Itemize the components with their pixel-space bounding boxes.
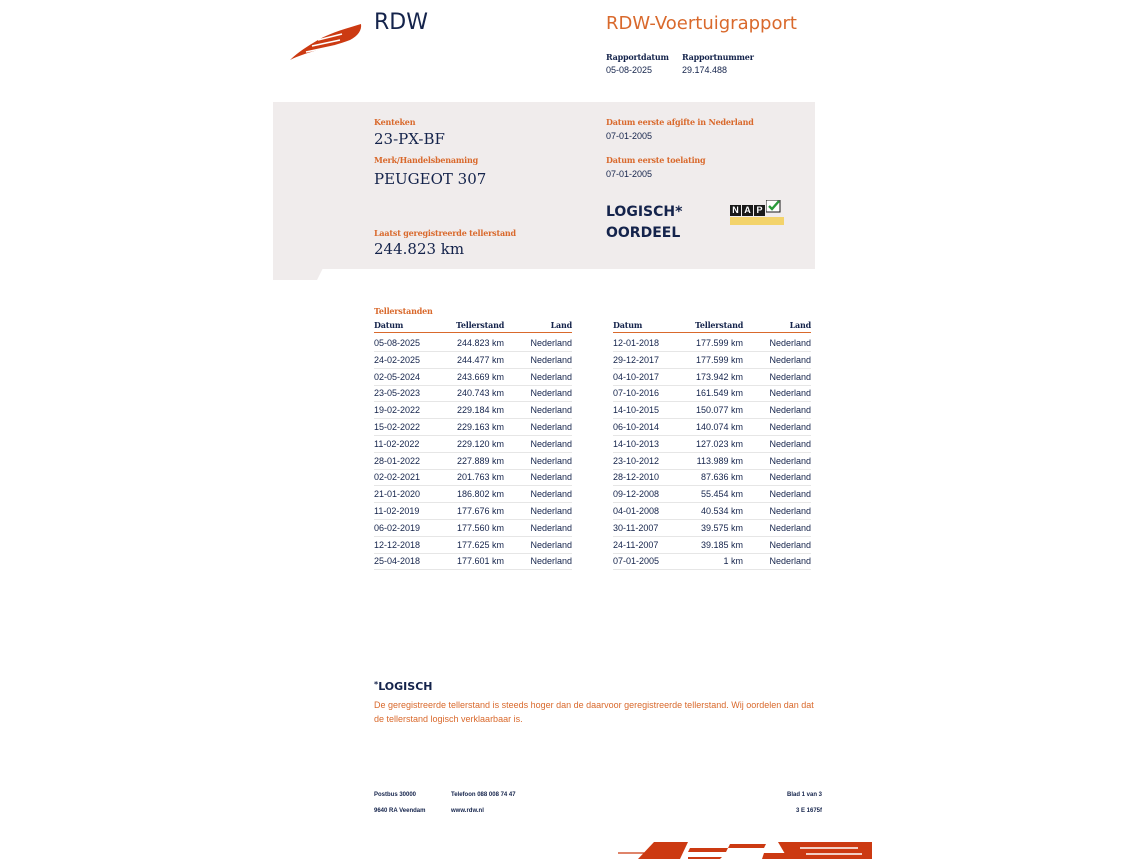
row-odometer: 39.185 km [700, 539, 743, 550]
row-country: Nederland [769, 438, 811, 449]
nap-underline-bar [730, 217, 784, 225]
row-date: 30-11-2007 [613, 522, 659, 533]
note-text: De geregistreerde tellerstand is steeds hoger dan de daarvoor geregistreerde tellerstand. Wij oordelen dan dat de tellerstand logisch verklaarbaar is. [374, 700, 814, 724]
row-odometer: 150.077 km [695, 405, 743, 416]
row-odometer: 161.549 km [695, 388, 743, 399]
table-row [613, 519, 811, 537]
row-date: 15-02-2022 [374, 422, 421, 432]
row-odometer: 177.560 km [456, 522, 504, 533]
table-row [374, 485, 572, 503]
row-odometer: 201.763 km [456, 472, 504, 483]
bottom-stripes-decoration [618, 840, 872, 859]
table-row [374, 552, 572, 570]
row-country: Nederland [769, 388, 811, 399]
table-row [374, 384, 572, 402]
first-admission-label: Datum eerste toelating [606, 155, 706, 165]
footer-city: 9640 RA Veendam [374, 808, 426, 814]
table-row [374, 502, 572, 520]
footer-code: 3 E 1675f [795, 808, 822, 814]
nap-letter-n: N [730, 205, 741, 216]
table-row [613, 418, 811, 436]
row-date: 21-01-2020 [374, 489, 421, 500]
odometer-table-left [374, 320, 572, 580]
odometer-table-right [613, 320, 811, 580]
table-row [374, 401, 572, 419]
table-row [613, 502, 811, 520]
row-date: 11-02-2022 [374, 438, 420, 449]
table-row [374, 452, 572, 470]
note-title [374, 680, 432, 693]
row-date: 06-10-2014 [613, 422, 660, 432]
row-date: 06-02-2019 [374, 522, 421, 533]
verdict-line2: OORDEEL [606, 225, 681, 241]
table-row [374, 418, 572, 436]
row-date: 07-10-2016 [613, 388, 660, 399]
row-odometer: 173.942 km [695, 371, 743, 382]
row-date: 14-10-2013 [613, 438, 660, 449]
row-date: 04-01-2008 [613, 506, 660, 516]
row-odometer: 40.534 km [700, 506, 743, 516]
row-country: Nederland [769, 371, 811, 382]
report-date-label: Rapportdatum [606, 52, 669, 62]
row-odometer: 177.599 km [695, 354, 743, 365]
row-date: 28-01-2022 [374, 455, 421, 466]
row-country: Nederland [530, 539, 572, 550]
row-country: Nederland [530, 472, 572, 483]
row-date: 02-02-2021 [374, 472, 421, 483]
row-country: Nederland [769, 472, 811, 483]
col-header-odometer: Tellerstand [456, 320, 505, 330]
footer-postbus: Postbus 30000 [374, 792, 417, 798]
row-country: Nederland [769, 422, 811, 432]
verdict-line1: LOGISCH* [606, 204, 683, 220]
table-row [613, 552, 811, 570]
row-odometer: 229.184 km [456, 405, 504, 416]
row-country: Nederland [530, 354, 572, 365]
row-odometer: 240.743 km [456, 388, 504, 399]
row-country: Nederland [530, 422, 572, 432]
row-country: Nederland [530, 371, 572, 382]
table-row [374, 519, 572, 537]
table-row [613, 401, 811, 419]
row-odometer: 87.636 km [700, 472, 743, 483]
row-country: Nederland [530, 455, 572, 466]
row-odometer: 243.669 km [456, 371, 504, 382]
row-country: Nederland [769, 489, 811, 500]
make-label: Merk/Handelsbenaming [374, 155, 479, 165]
row-date: 23-05-2023 [374, 388, 421, 399]
table-row [374, 435, 572, 453]
table-row [374, 536, 572, 554]
row-odometer: 227.889 km [456, 455, 504, 466]
row-odometer: 177.601 km [456, 556, 504, 567]
row-odometer: 229.163 km [456, 422, 504, 432]
row-odometer: 127.023 km [695, 438, 743, 449]
row-country: Nederland [769, 455, 811, 466]
row-country: Nederland [530, 506, 572, 516]
row-odometer: 1 km [723, 556, 743, 567]
first-nl-value: 07-01-2005 [606, 131, 653, 141]
row-odometer: 140.074 km [695, 422, 743, 432]
row-date: 12-12-2018 [374, 539, 421, 550]
row-country: Nederland [530, 338, 572, 348]
note-asterisk: * [374, 680, 379, 689]
note-title-text: LOGISCH [378, 680, 433, 693]
last-odometer-value: 244.823 km [374, 240, 465, 258]
table-row [374, 334, 572, 352]
row-odometer: 55.454 km [700, 489, 743, 500]
row-odometer: 244.477 km [456, 354, 504, 365]
row-date: 12-01-2018 [613, 338, 660, 348]
row-odometer: 113.989 km [696, 455, 743, 466]
col-header-date: Datum [613, 320, 643, 330]
row-date: 02-05-2024 [374, 371, 421, 382]
row-date: 14-10-2015 [613, 405, 660, 416]
row-date: 09-12-2008 [613, 489, 660, 500]
col-header-country: Land [789, 320, 811, 330]
plate-label: Kenteken [374, 117, 416, 127]
row-date: 05-08-2025 [374, 338, 421, 348]
col-header-odometer: Tellerstand [695, 320, 744, 330]
row-odometer: 177.676 km [456, 506, 504, 516]
row-country: Nederland [530, 522, 572, 533]
table-row [374, 468, 572, 486]
row-country: Nederland [530, 405, 572, 416]
col-header-date: Datum [374, 320, 404, 330]
row-date: 24-02-2025 [374, 354, 421, 365]
row-country: Nederland [769, 405, 811, 416]
row-date: 29-12-2017 [613, 354, 660, 365]
row-date: 07-01-2005 [613, 556, 660, 567]
table-row [613, 351, 811, 369]
row-date: 25-04-2018 [374, 556, 421, 567]
table-row [613, 334, 811, 352]
logo-text: RDW [374, 10, 428, 35]
table-row [374, 368, 572, 386]
row-country: Nederland [769, 522, 811, 533]
odometer-section-title: Tellerstanden [374, 306, 433, 316]
table-row [613, 485, 811, 503]
row-country: Nederland [769, 556, 811, 567]
row-odometer: 39.575 km [700, 522, 743, 533]
row-country: Nederland [769, 338, 811, 348]
table-row [613, 384, 811, 402]
row-country: Nederland [530, 388, 572, 399]
row-country: Nederland [530, 438, 572, 449]
report-title: RDW-Voertuigrapport [606, 13, 797, 34]
row-date: 23-10-2012 [613, 455, 660, 466]
header-rule [374, 332, 572, 333]
report-date-value: 05-08-2025 [606, 65, 653, 75]
row-country: Nederland [769, 354, 811, 365]
nap-letter-p: P [754, 205, 765, 216]
row-date: 28-12-2010 [613, 472, 660, 483]
nap-badge [730, 200, 784, 225]
plate-value: 23-PX-BF [374, 130, 445, 148]
row-date: 19-02-2022 [374, 405, 421, 416]
make-value: PEUGEOT 307 [374, 170, 487, 188]
header-rule [613, 332, 811, 333]
nap-letter-a: A [742, 205, 753, 216]
row-odometer: 244.823 km [456, 338, 504, 348]
first-admission-value: 07-01-2005 [606, 169, 653, 179]
report-number-value: 29.174.488 [682, 65, 728, 75]
row-country: Nederland [530, 556, 572, 567]
footer-page: Blad 1 van 3 [786, 792, 822, 798]
table-row [613, 536, 811, 554]
check-icon [766, 200, 782, 213]
table-row [613, 368, 811, 386]
row-odometer: 229.120 km [456, 438, 504, 449]
footer-web: www.rdw.nl [451, 808, 484, 814]
row-date: 24-11-2007 [613, 539, 659, 550]
table-row [613, 452, 811, 470]
row-country: Nederland [530, 489, 572, 500]
row-odometer: 186.802 km [456, 489, 504, 500]
last-odometer-label: Laatst geregistreerde tellerstand [374, 228, 516, 238]
report-number-label: Rapportnummer [682, 52, 754, 62]
footer-phone: Telefoon 088 008 74 47 [451, 792, 516, 798]
first-nl-label: Datum eerste afgifte in Nederland [606, 117, 754, 127]
row-country: Nederland [769, 539, 811, 550]
table-row [374, 351, 572, 369]
table-row [613, 468, 811, 486]
row-odometer: 177.599 km [695, 338, 743, 348]
row-country: Nederland [769, 506, 811, 516]
row-date: 11-02-2019 [374, 506, 420, 516]
vehicle-info-panel [273, 102, 815, 269]
row-odometer: 177.625 km [456, 539, 504, 550]
col-header-country: Land [550, 320, 572, 330]
rdw-logo-icon [288, 22, 364, 62]
panel-notch-decoration [273, 268, 333, 282]
table-row [613, 435, 811, 453]
row-date: 04-10-2017 [613, 371, 660, 382]
